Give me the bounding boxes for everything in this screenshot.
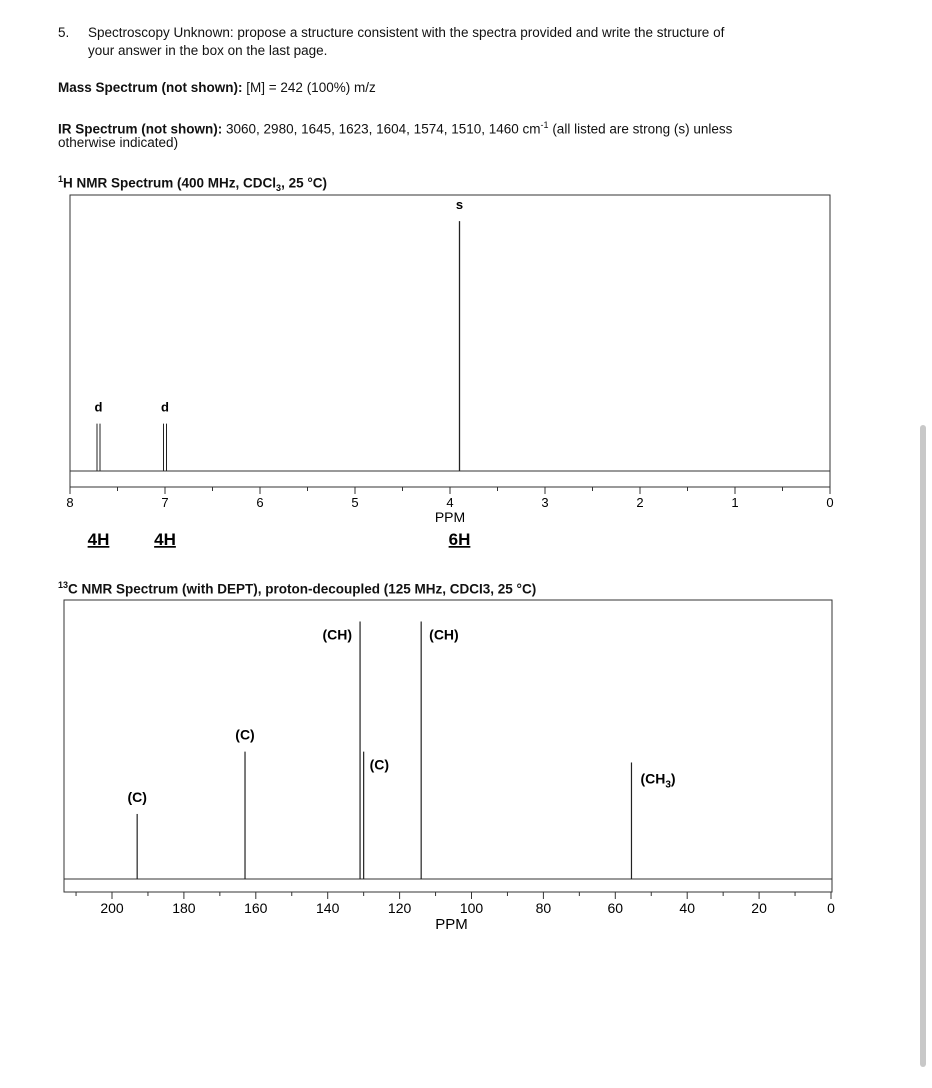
c-nmr-tick-label: 200 <box>100 900 124 916</box>
c-nmr-tick-label: 40 <box>679 900 695 916</box>
h-nmr-integration: 4H <box>154 530 176 549</box>
h-nmr-tick-label: 6 <box>256 495 264 510</box>
question-text-line1: Spectroscopy Unknown: propose a structure consistent with the spectra provided and write the structure of <box>88 25 725 40</box>
ir-spectrum-label: IR Spectrum (not shown): <box>58 121 223 137</box>
h-nmr-multiplicity: d <box>94 399 103 415</box>
ir-spectrum-values: 3060, 2980, 1645, 1623, 1604, 1574, 1510, 1460 cm <box>226 121 541 137</box>
h-nmr-tick-label: 8 <box>66 495 74 510</box>
h-nmr-frame <box>70 195 830 487</box>
h-nmr-title-sub: 3 <box>276 183 282 194</box>
h-nmr-integration: 4H <box>87 530 110 549</box>
c-nmr-peak-label: (C) <box>369 756 390 773</box>
c-nmr-frame <box>64 600 832 892</box>
h-nmr-multiplicity: s <box>455 197 464 213</box>
c-nmr-xlabel: PPM <box>435 916 468 933</box>
mass-spectrum-value: [M] = 242 (100%) m/z <box>246 80 376 95</box>
ir-unit-sup: -1 <box>540 120 549 130</box>
c-nmr-tick-label: 100 <box>459 900 484 916</box>
c-nmr-title-body: C NMR Spectrum (with DEPT), proton-decoupled (125 MHz, CDCI3, 25 °C) <box>68 581 537 597</box>
c-nmr-tick-label: 80 <box>535 900 552 916</box>
c-nmr-tick-label: 180 <box>172 900 196 916</box>
c-nmr-peak-label: (C) <box>235 726 255 743</box>
c-nmr-tick-label: 0 <box>827 900 835 916</box>
h-nmr-title-sup: 1 <box>58 174 64 184</box>
c-nmr-peak-label: $(CH_3)$ <box>640 770 676 791</box>
h-nmr-integration: 6H <box>448 530 471 549</box>
c-nmr-tick-label: 120 <box>387 900 412 916</box>
ir-note-line1: (all listed are strong (s) unless <box>552 121 733 137</box>
c-nmr-tick-label: 20 <box>751 900 767 916</box>
c-nmr-tick-label: 140 <box>316 900 340 916</box>
h-nmr-tick-label: 0 <box>826 495 834 510</box>
h-nmr-tick-label: 7 <box>161 495 169 510</box>
h-nmr-tick-label: 2 <box>636 495 644 510</box>
h-nmr-tick-label: 3 <box>541 495 549 510</box>
question-text-line2: your answer in the box on the last page. <box>88 43 328 58</box>
mass-spectrum-label: Mass Spectrum (not shown): <box>58 80 243 95</box>
h-nmr-tick-label: 1 <box>731 495 739 510</box>
h-nmr-xlabel: PPM <box>434 509 466 525</box>
h-nmr-tick-label: 5 <box>351 495 359 510</box>
question-number: 5. <box>58 25 70 40</box>
h-nmr-multiplicity: d <box>161 399 169 415</box>
h-nmr-title-body: H NMR Spectrum (400 MHz, CDCl <box>63 175 277 191</box>
c-nmr-tick-label: 60 <box>607 900 624 916</box>
c-nmr-peak-label: (C) <box>127 788 147 805</box>
page-scrollbar[interactable] <box>920 425 926 1067</box>
c-nmr-title-sup: 13 <box>58 580 69 590</box>
h-nmr-tick-label: 4 <box>446 495 454 510</box>
h-nmr-title-suffix: , 25 °C) <box>281 175 327 191</box>
c-nmr-peak-label: (CH) <box>429 626 459 643</box>
c-nmr-peak-label: (CH) <box>322 626 353 643</box>
ir-note-line2: otherwise indicated) <box>58 135 179 150</box>
c-nmr-tick-label: 160 <box>244 900 268 916</box>
